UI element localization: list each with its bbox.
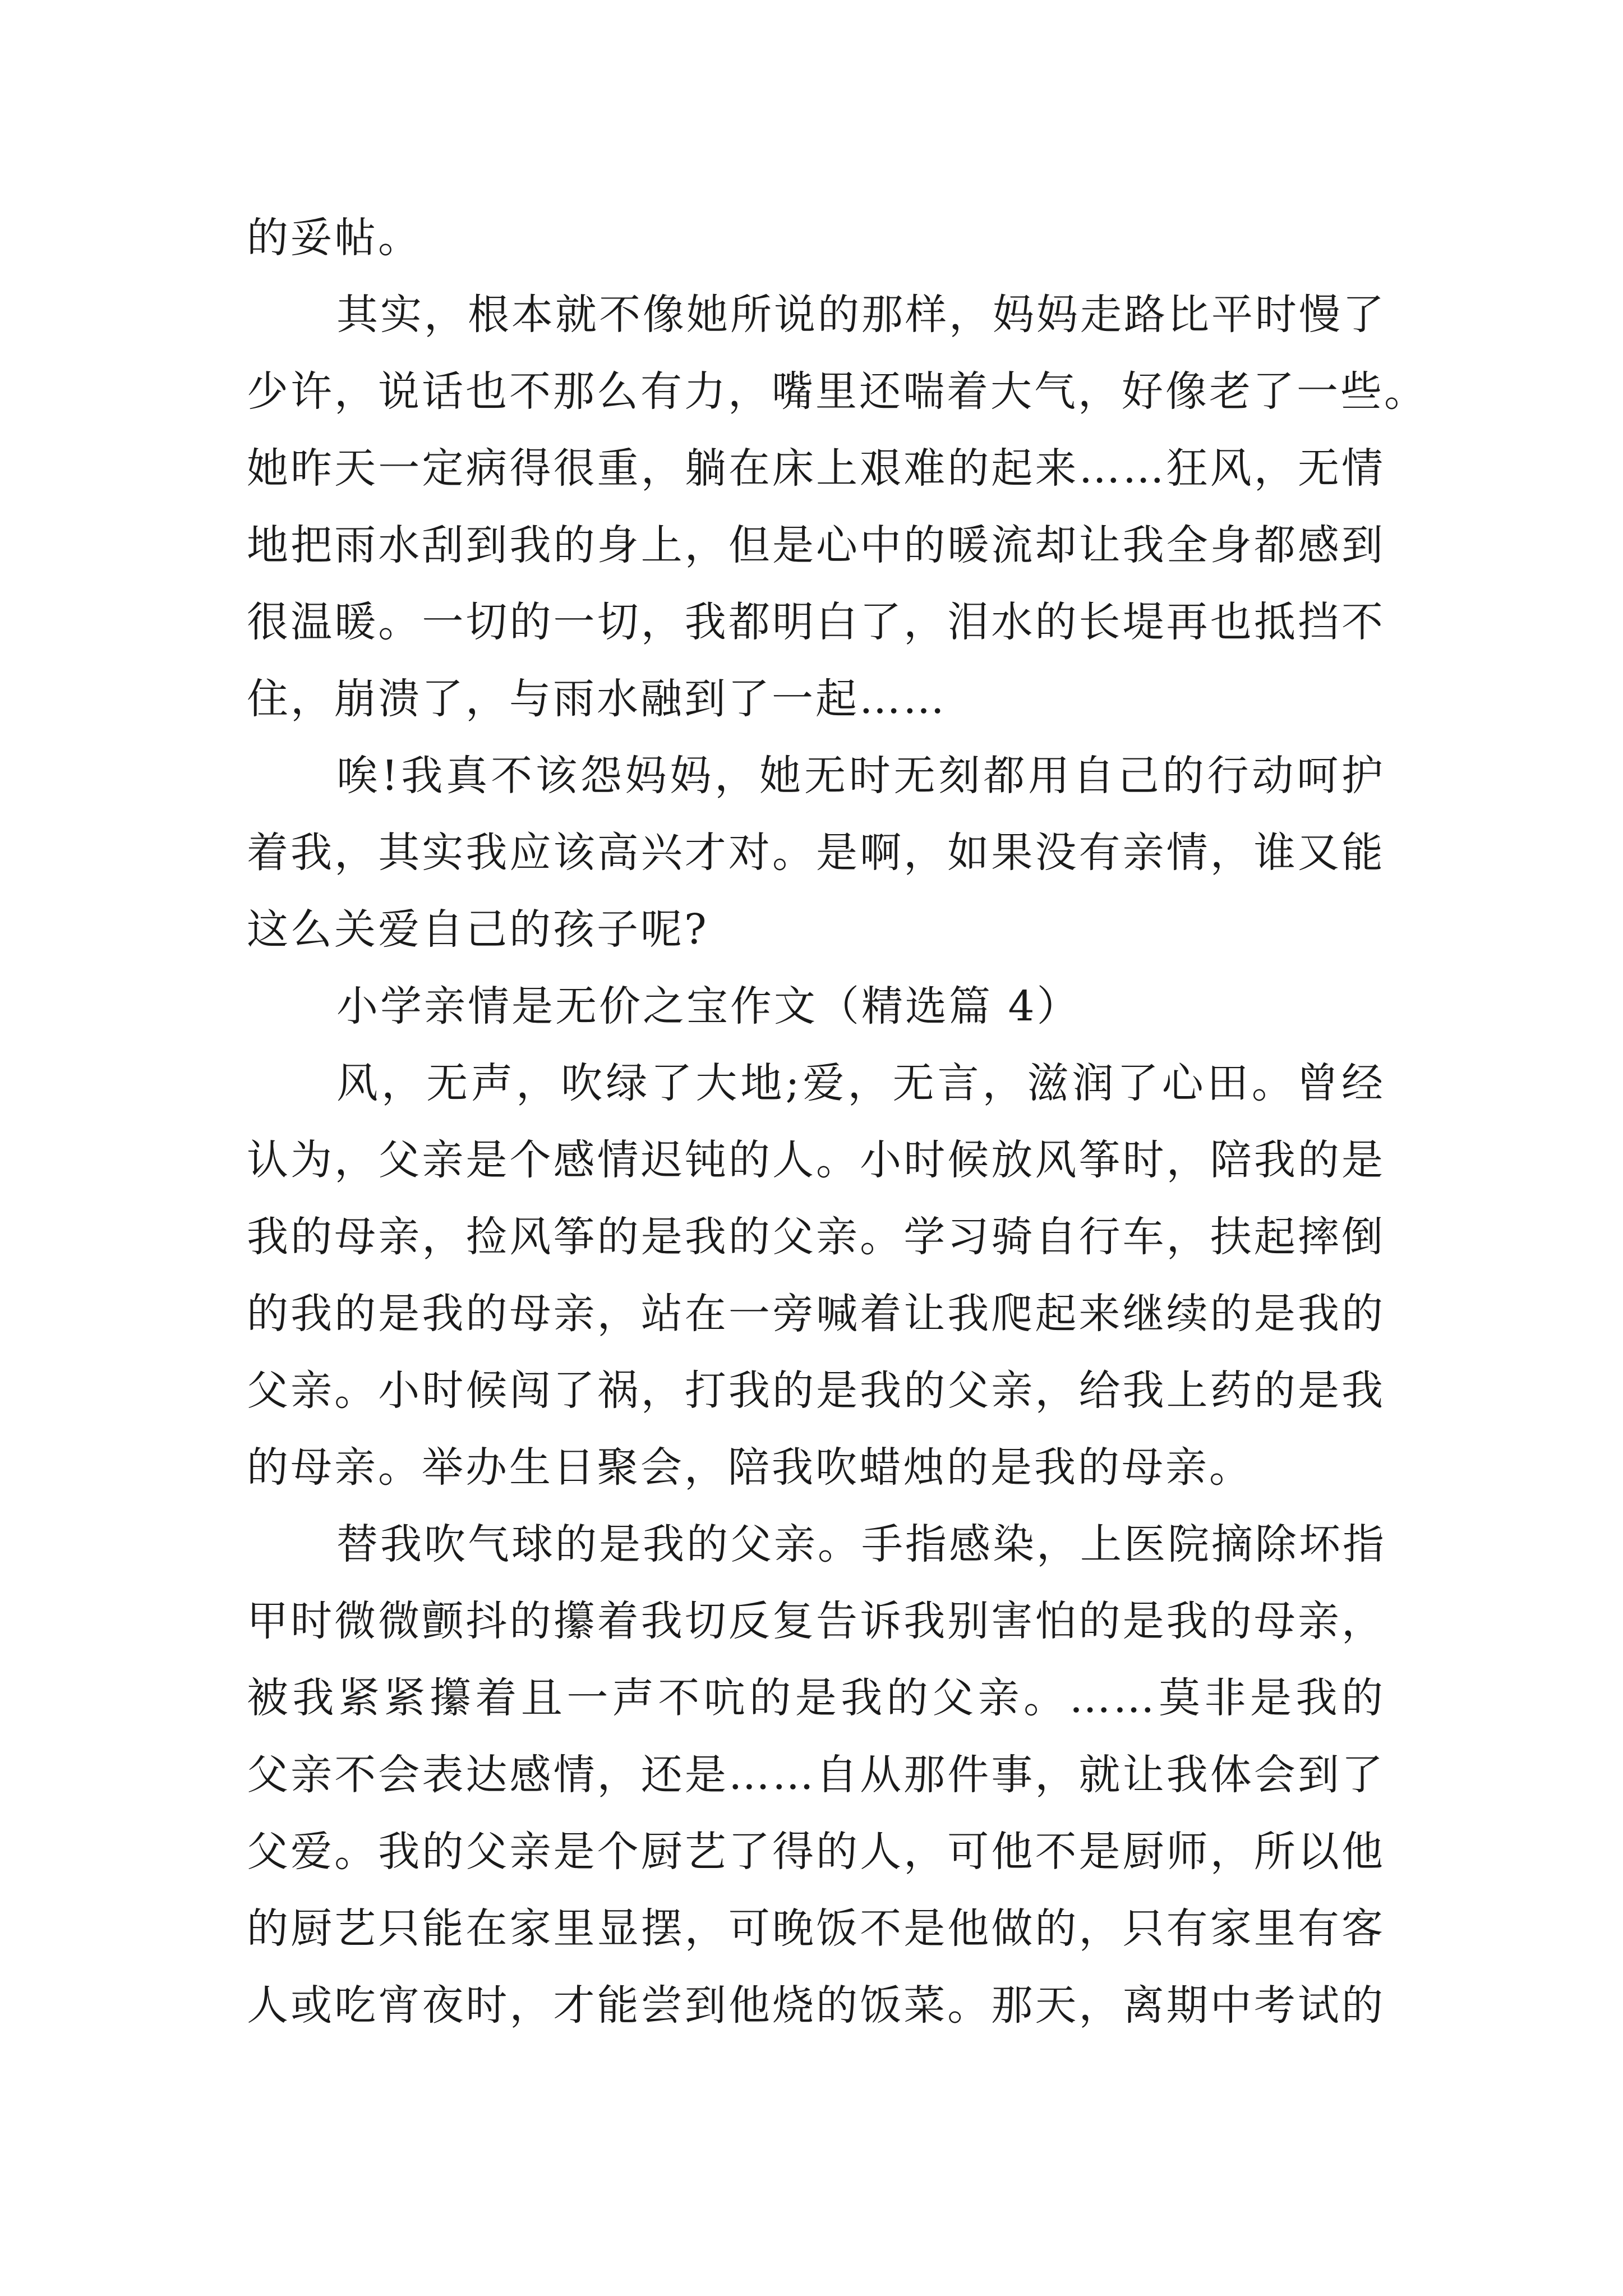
text-line: 我的母亲，捡风筝的是我的父亲。学习骑自行车，扶起摔倒 bbox=[247, 1213, 1385, 1261]
text-line: 住，崩溃了，与雨水融到了一起…… bbox=[247, 675, 947, 723]
paragraph-first-line: 风，无声，吹绿了大地;爱，无言，滋润了心田。曾经 bbox=[336, 1059, 1385, 1107]
text-line: 认为，父亲是个感情迟钝的人。小时候放风筝时，陪我的是 bbox=[247, 1136, 1385, 1184]
section-heading: 小学亲情是无价之宝作文（精选篇 4） bbox=[336, 982, 1081, 1030]
text-line: 的厨艺只能在家里显摆，可晚饭不是他做的，只有家里有客 bbox=[247, 1904, 1385, 1953]
text-line: 她昨天一定病得很重，躺在床上艰难的起来……狂风，无情 bbox=[247, 444, 1385, 493]
body-text bbox=[247, 200, 1428, 2044]
text-line: 地把雨水刮到我的身上，但是心中的暖流却让我全身都感到 bbox=[247, 521, 1385, 569]
text-line: 甲时微微颤抖的攥着我切反复告诉我别害怕的是我的母亲， bbox=[247, 1597, 1385, 1645]
text-line: 着我，其实我应该高兴才对。是啊，如果没有亲情，谁又能 bbox=[247, 829, 1385, 877]
paragraph-first-line: 替我吹气球的是我的父亲。手指感染，上医院摘除坏指 bbox=[336, 1520, 1386, 1568]
text-line: 少许，说话也不那么有力，嘴里还喘着大气，好像老了一些。 bbox=[247, 367, 1428, 416]
text-line: 人或吃宵夜时，才能尝到他烧的饭菜。那天，离期中考试的 bbox=[247, 1981, 1385, 2030]
text-line: 很温暖。一切的一切，我都明白了，泪水的长堤再也抵挡不 bbox=[247, 598, 1385, 646]
text-line: 的我的是我的母亲，站在一旁喊着让我爬起来继续的是我的 bbox=[247, 1290, 1385, 1338]
text-line: 的妥帖。 bbox=[247, 214, 422, 262]
paragraph-first-line: 其实，根本就不像她所说的那样，妈妈走路比平时慢了 bbox=[336, 291, 1386, 339]
text-line: 这么关爱自己的孩子呢? bbox=[247, 905, 709, 954]
text-line: 的母亲。举办生日聚会，陪我吹蜡烛的是我的母亲。 bbox=[247, 1443, 1253, 1492]
text-line: 被我紧紧攥着且一声不吭的是我的父亲。……莫非是我的 bbox=[247, 1674, 1385, 1722]
text-line: 父亲。小时候闯了祸，打我的是我的父亲，给我上药的是我 bbox=[247, 1366, 1385, 1415]
text-line: 父亲不会表达感情，还是……自从那件事，就让我体会到了 bbox=[247, 1751, 1385, 1799]
text-line: 父爱。我的父亲是个厨艺了得的人，可他不是厨师，所以他 bbox=[247, 1828, 1385, 1876]
paragraph-first-line: 唉!我真不该怨妈妈，她无时无刻都用自己的行动呵护 bbox=[336, 752, 1385, 800]
